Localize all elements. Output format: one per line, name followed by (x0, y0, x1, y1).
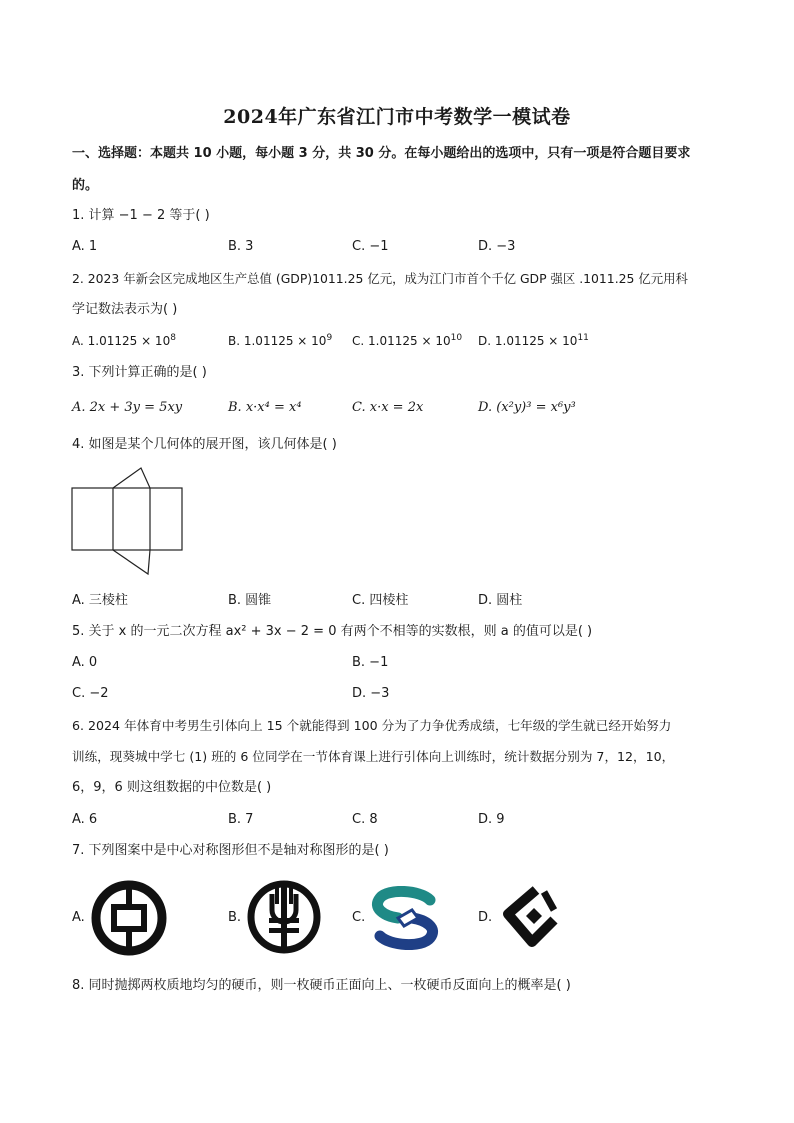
q4-option-d: D. 圆柱 (478, 593, 523, 608)
q5-option-c: C. −2 (72, 686, 109, 701)
q2-option-a: A. $1.01125 \times 10^8$ (72, 333, 176, 348)
q6-option-a: A. 6 (72, 812, 98, 827)
q7-stem: 7. 下列图案中是中心对称图形但不是轴对称图形的是( ) (72, 843, 389, 858)
q7-option-b-label: B. (228, 910, 242, 925)
q3-option-c: C. x·x = 2x (352, 400, 424, 415)
q6-option-d: D. 9 (478, 812, 505, 827)
q6-stem-line1: 6. 2024 年体育中考男生引体向上 15 个就能得到 100 分为了力争优秀成绩，七年级的学生就已经开始努力 (72, 718, 672, 733)
q3-option-b: B. x·x⁴ = x⁴ (228, 400, 302, 415)
q1-option-b: B. 3 (228, 239, 254, 254)
q7-option-a-label: A. (72, 910, 85, 925)
q1-option-c: C. −1 (352, 239, 389, 254)
q1-option-d: D. −3 (478, 239, 516, 254)
page-title: 2024年广东省江门市中考数学一模试卷 (223, 106, 571, 128)
q5-option-a: A. 0 (72, 655, 98, 670)
q2-option-d: D. $1.01125 \times 10^{11}$ (478, 333, 589, 348)
q6-option-c: C. 8 (352, 812, 378, 827)
q4-stem: 4. 如图是某个几何体的展开图，该几何体是( ) (72, 437, 337, 452)
q5-option-b: B. −1 (352, 655, 389, 670)
section-heading-line2: 的。 (72, 178, 99, 193)
q3-option-a: A. 2x + 3y = 5xy (72, 400, 183, 415)
q1-option-a: A. 1 (72, 239, 98, 254)
q2-option-c: C. $1.01125 \times 10^{10}$ (352, 333, 463, 348)
q2-stem-line2: 学记数法表示为( ) (72, 302, 178, 317)
q4-option-a: A. 三棱柱 (72, 593, 128, 608)
q5-stem: 5. 关于 x 的一元二次方程 ax² + 3x − 2 = 0 有两个不相等的实数根，则 a 的值可以是( ) (72, 624, 593, 639)
q6-stem-line3: 6，9，6 则这组数据的中位数是( ) (72, 780, 272, 795)
construction-bank-logo-icon (496, 884, 562, 950)
q4-option-b: B. 圆锥 (228, 593, 272, 608)
q4-option-c: C. 四棱柱 (352, 593, 409, 608)
q2-option-b: B. $1.01125 \times 10^9$ (228, 333, 333, 348)
q7-option-c-label: C. (352, 910, 366, 925)
s-letter-logo-icon (368, 886, 442, 950)
section-heading-line1: 一、选择题：本题共 10 小题，每小题 3 分，共 30 分。在每小题给出的选项中，只有一项是符合题目要求 (72, 146, 691, 161)
q2-stem-line1: 2. 2023 年新会区完成地区生产总值 (GDP)1011.25 亿元，成为江门市首个千亿 GDP 强区 .1011.25 亿元用科 (72, 271, 688, 286)
prism-net-figure (70, 466, 186, 578)
q3-stem: 3. 下列计算正确的是( ) (72, 365, 207, 380)
agricultural-bank-logo-icon (245, 878, 323, 956)
bank-of-china-logo-icon (90, 879, 168, 957)
q3-option-d: D. (x²y)³ = x⁶y³ (478, 400, 576, 415)
q6-stem-line2: 训练，现葵城中学七 (1) 班的 6 位同学在一节体育课上进行引体向上训练时，统计数据分别为 7，12，10， (72, 749, 675, 764)
q7-option-d-label: D. (478, 910, 493, 925)
q8-stem: 8. 同时抛掷两枚质地均匀的硬币，则一枚硬币正面向上、一枚硬币反面向上的概率是( ) (72, 978, 571, 993)
q1-stem: 1. 计算 −1 − 2 等于( ) (72, 208, 210, 223)
q5-option-d: D. −3 (352, 686, 390, 701)
q6-option-b: B. 7 (228, 812, 254, 827)
